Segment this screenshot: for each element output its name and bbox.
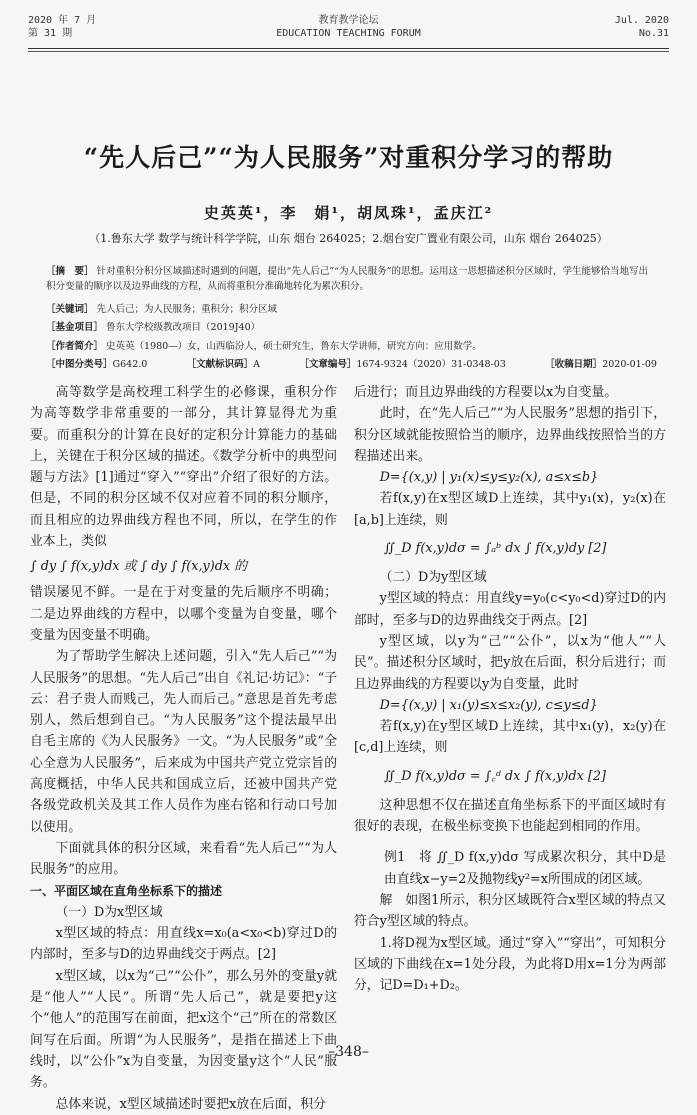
example: 例1 将 ∬_D f(x,y)dσ 写成累次积分，其中D是由直线x−y=2及抛物线y²=x所围成的闭区域。 [384,850,666,887]
header-rule [28,48,669,49]
body-paragraph: 若f(x,y)在y型区域D上连续，其中x₁(y)，x₂(y)在[c,d]上连续，则 [354,719,666,756]
section-heading: 一、平面区域在直角坐标系下的描述 [30,883,223,898]
formula: D={(x,y) | y₁(x)≤y≤y₂(x), a≤x≤b} [379,470,599,486]
body-paragraph: 后进行；而且边界曲线的方程要以x为自变量。 [354,385,618,400]
abstract: ［摘 要］ 针对重积分积分区域描述时遇到的问题，提出“先人后己”“为人民服务”的思想。运用这一思想描述积分区域时，学生能够恰当地写出积分变量的顺序以及边界曲线的方程，从而将重积分准确地转化为累次积分。 [46,266,648,292]
body-paragraph: 1.将D视为x型区域。通过“穿入”“穿出”，可知积分区域的下曲线在x=1处分段，为此将D用x=1分为两部分，记D=D₁+D₂。 [354,935,666,994]
body-paragraph: x型区域，以x为“己”“公仆”，那么另外的变量y就是“他人”“人民”。所谓“先人后己”，就是要把y这个“他人”的范围写在前面，把x这个“己”所在的常数区间写在后面。所谓“为人民服务”，是指在描述上下曲线时，以“公仆”x为自变量，为因变量y这个“人民”服务。 [30,968,337,1091]
page-number: –348– [328,1044,369,1060]
display-equation: ∬_D f(x,y)dσ = ∫꜀ᵈ dx ∫ f(x,y)dx [2] [384,768,606,784]
body-paragraph: 为了帮助学生解决上述问题，引入“先人后己”“为人民服务”的思想。“先人后己”出自《礼记·坊记》：“子云：君子贵人而贱己，先人而后己。”意思是首先考虑别人，然后想到自己。“为人民服务”这个提法最早出自毛主席的《为人民服务》一文。“为人民服务”或“全心全意为人民服务”，后来成为中国共产党立党宗旨的高度概括，中华人民共和国成立后，还被中国共产党各级党政机关及其工作人员作为座右铭和行动口号加以使用。 [30,649,337,835]
affiliation: （1.鲁东大学 数学与统计科学学院，山东 烟台 264025；2.烟台安广置业有限公司，山东 烟台 264025） [89,232,608,245]
body-paragraph: 下面就具体的积分区域，来看看“先人后己”“为人民服务”的应用。 [30,840,337,878]
display-equation: ∬_D f(x,y)dσ = ∫ₐᵇ dx ∫ f(x,y)dy [2] [384,541,607,557]
fund-project: ［基金项目］ 鲁东大学校级教改项目（2019J40） [46,322,261,333]
header-rule-thin [28,51,669,52]
subsection-heading: （一）D为x型区域 [55,904,163,920]
keywords: ［关键词］ 先人后己；为人民服务；重积分；积分区域 [46,304,278,315]
author-intro: ［作者简介］ 史英英（1980—）女，山西临汾人，硕士研究生，鲁东大学讲师，研究方向：应用数学。 [46,341,482,352]
body-paragraph: x型区域的特点：用直线x=x₀(a<x₀<b)穿过D的内部时，至多与D的边界曲线交于两点。[2] [30,926,337,963]
body-paragraph: 错误屡见不鲜。一是在于对变量的先后顺序不明确；二是边界曲线的方程中，以哪个变量为自变量，哪个变量为因变量不明确。 [30,585,337,643]
formula: D={(x,y) | x₁(y)≤x≤x₂(y), c≤y≤d} [379,697,598,713]
header-left: 2020 年 7 月 第 31 期 [28,15,97,39]
header-center: 教育教学论坛 EDUCATION TEACHING FORUM [276,15,421,39]
classification-row: ［中图分类号］G642.0 ［文献标识码］A ［文章编号］1674-9324（2020）31-0348-03 ［收稿日期］2020-01-09 [46,359,657,370]
header-right: Jul. 2020 No.31 [614,15,669,39]
subsection-heading: （二）D为y型区域 [379,570,487,586]
inline-integral-example: ∫ dy ∫ f(x,y)dx 或 ∫ dy ∫ f(x,y)dx 的 [30,559,248,575]
body-paragraph: 总体来说，x型区域描述时要把x放在后面，积分 [55,1096,326,1112]
body-paragraph: 若f(x,y)在x型区域D上连续，其中y₁(x)，y₂(x)在[a,b]上连续，则 [354,491,666,528]
left-column [30,382,337,1115]
body-paragraph: 这种思想不仅在描述直角坐标系下的平面区域时有很好的表现，在极坐标变换下也能起到相同的作用。 [354,797,666,835]
right-column [354,382,666,996]
author-list: 史英英¹，李 娟¹，胡凤珠¹，孟庆江² [203,204,494,222]
body-paragraph: 此时，在“先人后己”“为人民服务”思想的指引下，积分区域就能按照恰当的顺序，边界曲线按照恰当的方程描述出来。 [354,406,666,464]
body-paragraph: y型区域，以y为“己”“公仆”，以x为“他人”“人民”。描述积分区域时，把y放在后面，积分后进行；而且边界曲线的方程要以y为自变量，此时 [354,633,666,692]
solution: 解 如图1所示，积分区域既符合x型区域的特点又符合y型区域的特点。 [354,892,666,930]
paper-title: “先人后己”“为人民服务”对重积分学习的帮助 [83,143,614,172]
running-header [28,14,669,56]
body-paragraph: 高等数学是高校理工科学生的必修课，重积分作为高等数学非常重要的一部分，其计算显得尤为重要。而重积分的计算在良好的定积分计算能力的基础上，关键在于积分区域的描述。《数学分析中的典型问题与方法》[1]通过“穿入”“穿出”介绍了很好的方法。但是，不同的积分区域不仅对应着不同的积分顺序，而且相应的边界曲线方程也不同，所以，在学生的作业本上，类似 [30,385,337,550]
body-paragraph: y型区域的特点：用直线y=y₀(c<y₀<d)穿过D的内部时，至多与D的边界曲线交于两点。[2] [354,591,666,628]
